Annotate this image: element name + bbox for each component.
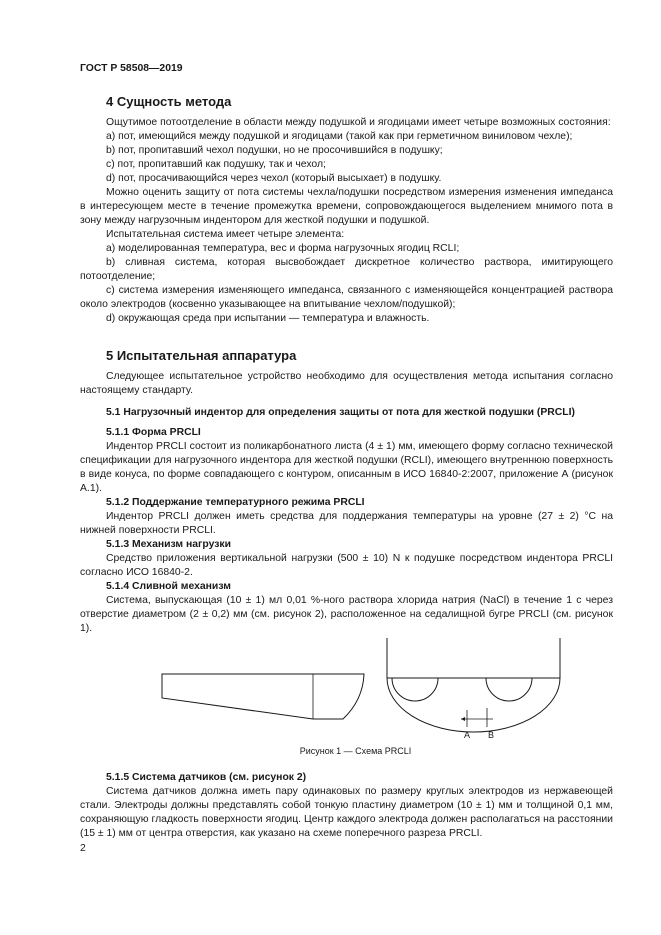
subsection-5-1-5-text: Система датчиков должна иметь пару одинаковых по размеру круглых электродов из нержавеющей стали. Электроды должны представлять собой тонкую пластину диаметром (10 ± 1) мм и толщиной 0,1 мм, сохраняющую гладкость поверхности ягодиц. Центр каждого электрода должен располагаться на расстоянии (15 ± 1) мм от центра отверстия, как указано на схеме поперечного разреза PRCLI.: [80, 786, 613, 839]
section-4-body: [80, 116, 613, 326]
subsection-5-1-1: [80, 426, 613, 636]
right-buttock-arc: [486, 678, 532, 701]
section-5-intro: Следующее испытательное устройство необходимо для осуществления метода испытания согласно настоящему стандарту.: [80, 371, 613, 396]
figure-label-b: B: [487, 730, 495, 740]
element-item: c) система измерения изменяющего импеданса, связанного с изменяющейся концентрацией раствора около электродов (косвенно указывающее на впитывание чехлом/подушкой);: [80, 285, 613, 310]
subsection-5-1-2-title: 5.1.2 Поддержание температурного режима PRCLI: [106, 497, 365, 508]
subsection-5-1-title: 5.1 Нагрузочный индентор для определения защиты от пота для жесткой подушки (PRCLI): [106, 407, 575, 418]
subsection-5-1-5-title: 5.1.5 Система датчиков (см. рисунок 2): [106, 772, 307, 783]
state-item: d) пот, просачивающийся через чехол (который высыхает) в подушку.: [106, 173, 442, 184]
section-4-intro: Ощутимое потоотделение в области между подушкой и ягодицами имеет четыре возможных состояния:: [106, 117, 611, 128]
marker-arrow: [461, 717, 465, 721]
subsection-5-1-3-text: Средство приложения вертикальной нагрузки (500 ± 10) N к подушке посредством индентора PRCLI согласно ИСО 16840-2.: [80, 553, 613, 578]
section-4-title: 4 Сущность метода: [106, 94, 232, 109]
subsection-5-1-4-text: Система, выпускающая (10 ± 1) мл 0,01 %-ного раствора хлорида натрия (NaCl) в течение 1 с через отверстие диаметром (2 ± 0,2) мм (см. рисунок 2), расположенное на седалищной бугре PRCLI (см. рисунок 1).: [80, 595, 613, 634]
section-4-para3: Испытательная система имеет четыре элемента:: [106, 229, 345, 240]
subsection-5-1-5: [80, 771, 613, 841]
state-item: b) пот, пропитавший чехол подушки, но не просочившийся в подушку;: [106, 145, 443, 156]
element-item: d) окружающая среда при испытании — температура и влажность.: [106, 313, 430, 324]
state-item: a) пот, имеющийся между подушкой и ягодицами (такой как при герметичном виниловом чехле);: [106, 131, 573, 142]
state-item: c) пот, пропитавший как подушку, так и чехол;: [106, 159, 326, 170]
subsection-5-1-3-title: 5.1.3 Механизм нагрузки: [106, 539, 231, 550]
document-header: ГОСТ Р 58508—2019: [80, 63, 183, 74]
left-buttock-arc: [392, 678, 438, 701]
section-5-intro-block: [80, 370, 613, 398]
figure-1-caption: Рисунок 1 — Схема PRCLI: [299, 746, 412, 756]
cross-section-outer-arc: [387, 678, 560, 732]
element-item: a) моделированная температура, вес и форма нагрузочных ягодиц RCLI;: [106, 243, 460, 254]
subsection-5-1-1-text: Индентор PRCLI состоит из поликарбонатного листа (4 ± 1) мм, имеющего форму согласно технической спецификации для нагрузочного индентора для жесткой подушки (RCLI), имеющего внутреннюю поверхность в виде конуса, по форме совпадающего с контуром, описанным в ИСО 16840-2:2007, приложение А (рисунок А.1).: [80, 441, 613, 494]
subsection-5-1-4-title: 5.1.4 Сливной механизм: [106, 581, 231, 592]
prcli-side-profile: [162, 674, 364, 719]
subsection-5-1-1-title: 5.1.1 Форма PRCLI: [106, 427, 201, 438]
page-number: 2: [80, 843, 86, 854]
section-5-title: 5 Испытательная аппаратура: [106, 348, 297, 363]
section-4-para2: Можно оценить защиту от пота системы чехла/подушки посредством измерения изменения импеданса в интересующем месте в течение промежутка времени, сопровождающегося выделением мнимого пота в зону между нагрузочным индентором для жесткой подушки и подушкой.: [80, 187, 613, 226]
subsection-5-1-2-text: Индентор PRCLI должен иметь средства для поддержания температуры на уровне (27 ± 2) °С на нижней поверхности PRCLI.: [80, 511, 613, 536]
element-item: b) сливная система, которая высвобождает дискретное количество раствора, имитирующего потоотделение;: [80, 257, 613, 282]
figure-1-diagram: [0, 632, 661, 742]
figure-label-a: A: [463, 730, 471, 740]
